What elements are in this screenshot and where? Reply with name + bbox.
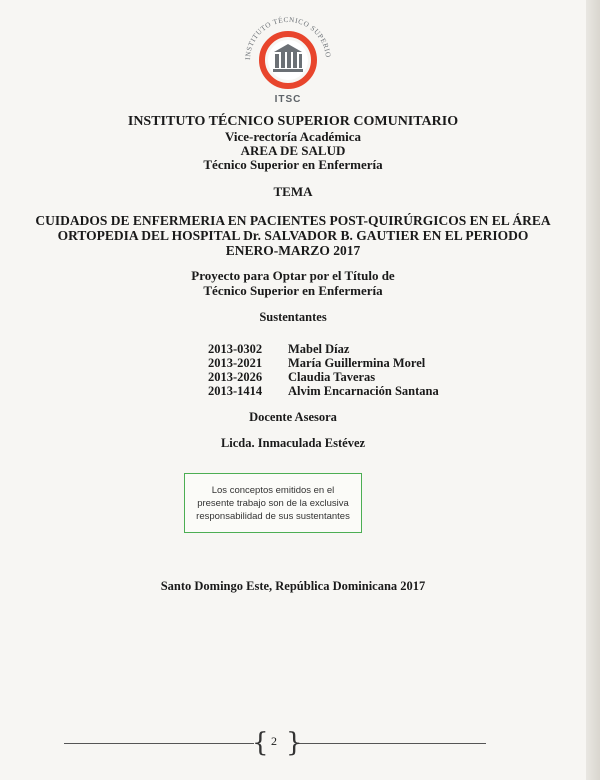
footer-rule-left bbox=[64, 743, 254, 744]
topic-line-3: ENERO-MARZO 2017 bbox=[225, 243, 361, 258]
project-line-1: Proyecto para Optar por el Título de bbox=[191, 268, 395, 283]
student-name: Mabel Díaz bbox=[288, 342, 350, 356]
student-name: Alvim Encarnación Santana bbox=[288, 384, 439, 398]
notice-line: responsabilidad de sus sustentantes bbox=[196, 510, 350, 522]
logo-caption: ITSC bbox=[274, 94, 302, 105]
student-id: 2013-1414 bbox=[208, 384, 263, 398]
page-edge bbox=[586, 0, 600, 780]
advisor-name: Licda. Inmaculada Estévez bbox=[220, 436, 366, 450]
topic-line-1: CUIDADOS DE ENFERMERIA EN PACIENTES POST-QUIRÚRGICOS EN EL ÁREA bbox=[35, 213, 551, 228]
student-ids bbox=[208, 342, 288, 398]
student-id: 2013-2026 bbox=[208, 370, 263, 384]
topic-line-2: ORTOPEDIA DEL HOSPITAL Dr. SALVADOR B. GAUTIER EN EL PERIODO bbox=[57, 228, 529, 243]
itsc-seal-icon bbox=[236, 16, 340, 96]
tema-label: TEMA bbox=[273, 184, 313, 199]
responsibility-notice bbox=[184, 473, 362, 533]
student-names bbox=[288, 342, 508, 398]
notice-line: Los conceptos emitidos en el bbox=[211, 484, 335, 496]
footer-rule-right bbox=[296, 743, 486, 744]
sustentantes-label: Sustentantes bbox=[259, 310, 327, 324]
student-name: Claudia Taveras bbox=[288, 370, 376, 384]
area-name: AREA DE SALUD bbox=[240, 143, 346, 158]
institution-logo bbox=[236, 16, 340, 108]
institution-name: INSTITUTO TÉCNICO SUPERIOR COMUNITARIO bbox=[127, 114, 459, 129]
logo-ring-text: INSTITUTO TÉCNICO SUPERIO bbox=[243, 16, 333, 61]
footer-bracket-left: { bbox=[252, 728, 269, 758]
place-date: Santo Domingo Este, República Dominicana 2017 bbox=[160, 579, 426, 593]
page-number: 2 bbox=[271, 734, 277, 748]
student-name: María Guillermina Morel bbox=[288, 356, 426, 370]
notice-line: presente trabajo son de la exclusiva bbox=[197, 497, 349, 509]
vice-rectory: Vice-rectoría Académica bbox=[224, 129, 362, 144]
program-name: Técnico Superior en Enfermería bbox=[203, 157, 383, 172]
student-id: 2013-2021 bbox=[208, 356, 263, 370]
project-line-2: Técnico Superior en Enfermería bbox=[203, 283, 383, 298]
student-id: 2013-0302 bbox=[208, 342, 263, 356]
footer-bracket-right: } bbox=[286, 728, 303, 758]
advisor-label: Docente Asesora bbox=[249, 410, 337, 424]
